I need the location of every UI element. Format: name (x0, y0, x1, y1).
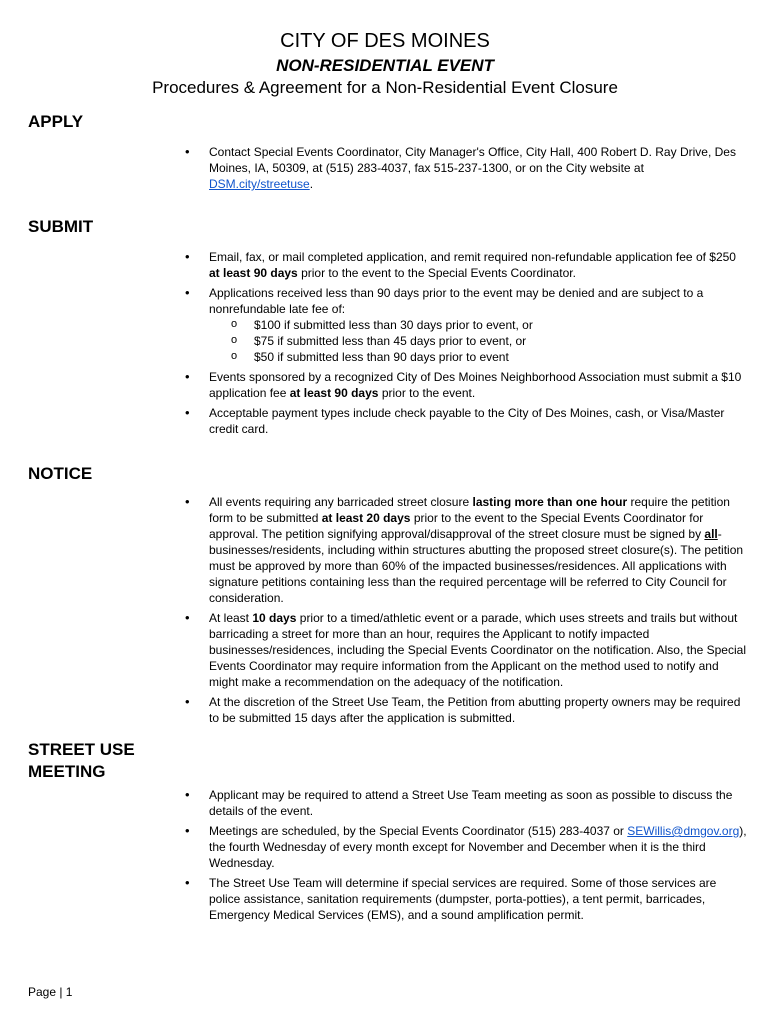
notice-item-10days (209, 610, 749, 690)
submit-item-payment: • Acceptable payment types include check payable to the City of Des Moines, cash, or Visa/Master credit card. (209, 405, 749, 437)
late-fee-item: o $50 if submitted less than 90 days prior to event (209, 349, 749, 365)
notice-10days-text-a: At least (209, 611, 250, 625)
streetuse-link[interactable]: DSM.city/streetuse (209, 177, 310, 191)
notice-bold-all: all (704, 527, 718, 541)
submit-item-late-text: Applications received less than 90 days prior to the event may be denied and are subject to a nonrefundable late fee of: (209, 286, 704, 316)
submit-item-neighborhood-bold: at least 90 days (289, 386, 379, 400)
submit-item-fee-end: prior to the event to the Special Events Coordinator. (301, 266, 576, 280)
apply-list (209, 144, 749, 192)
notice-text-c: prior to the event to the Special Events Coordinator for approval. The petition signifying approval/disapproval of the street closure must be signed by (209, 511, 704, 541)
notice-10days-text-b: prior to a timed/athletic event or a parade, which uses streets and trails but without barricading a street for more than an hour, requires the Applicant to notify impacted businesses/residences, including the Special Events Coordinator on the notification. Also, the Special Events Coordinator may require information from the Applicant on the method used to notify and might make a recommendation on the adequacy of the notification. (209, 611, 746, 689)
street-use-item-services: • The Street Use Team will determine if special services are required. Some of those services are police assistance, sanitation requirements (dumpster, porta-potties), a tent permit, barricades, Emergency Medical Services (EMS), and a sound amplification permit. (209, 875, 749, 923)
notice-bold-b: at least 20 days (321, 511, 411, 525)
section-heading-notice: NOTICE (28, 464, 93, 483)
section-heading-apply: APPLY (28, 112, 84, 131)
page-number: Page | 1 (28, 985, 73, 999)
street-use-list (209, 787, 749, 923)
section-heading-street-use: STREET USE MEETING (28, 740, 135, 781)
sewillis-email-link[interactable]: SEWillis@dmgov.org (627, 824, 740, 838)
submit-item-neighborhood-text: Events sponsored by a recognized City of Des Moines Neighborhood Association must submit a $10 application fee (209, 370, 742, 400)
notice-item-petition (209, 494, 749, 606)
submit-list (209, 249, 749, 437)
submit-item-fee-text: Email, fax, or mail completed application, and remit required non-refundable application fee of $250 (209, 250, 736, 264)
submit-item-neighborhood-end: prior to the event. (381, 386, 476, 400)
apply-item-text: Contact Special Events Coordinator, City Manager's Office, City Hall, 400 Robert D. Ray Drive, Des Moines, IA, 50309, at (515) 283-4037, fax 515-237-1300, or on the City website at (209, 145, 736, 175)
late-fee-item: o $75 if submitted less than 45 days prior to event, or (209, 333, 749, 349)
document-heading: Procedures & Agreement for a Non-Residential Event Closure (152, 78, 618, 97)
late-fee-sublist (209, 317, 749, 365)
notice-10days-bold: 10 days (252, 611, 297, 625)
apply-item (209, 144, 749, 192)
document-title: CITY OF DES MOINES (280, 30, 490, 52)
submit-item-neighborhood (209, 369, 749, 401)
street-use-schedule-text-b: ), the fourth Wednesday of every month except for November and December when it is the third Wednesday. (209, 824, 747, 870)
section-heading-submit: SUBMIT (28, 217, 94, 236)
street-use-schedule-text-a: Meetings are scheduled, by the Special Events Coordinator (515) 283-4037 or (209, 824, 624, 838)
submit-item-fee (209, 249, 749, 281)
notice-text-d: -businesses/residents, including within structures abutting the proposed street closure(s). The petition must be approved by more than 60% of the impacted businesses/residences. All applications with signature petitions containing less than the required percentage will be referred to City Council for consideration. (209, 527, 744, 605)
late-fee-item: o $100 if submitted less than 30 days prior to event, or (209, 317, 749, 333)
document-subtitle: NON-RESIDENTIAL EVENT (276, 56, 494, 75)
submit-item-late (209, 285, 749, 365)
street-use-item-attend: • Applicant may be required to attend a Street Use Team meeting as soon as possible to discuss the details of the event. (209, 787, 749, 819)
notice-list (209, 494, 749, 726)
notice-item-discretion: • At the discretion of the Street Use Team, the Petition from abutting property owners may be required to be submitted 15 days after the application is submitted. (209, 694, 749, 726)
apply-item-end: . (309, 177, 314, 191)
notice-text-a: All events requiring any barricaded street closure (209, 495, 470, 509)
notice-text-b: require the petition form to be submitted (209, 495, 730, 525)
street-use-item-schedule (209, 823, 749, 871)
submit-item-fee-bold: at least 90 days (209, 266, 298, 280)
notice-bold-a: lasting more than one hour (472, 495, 628, 509)
